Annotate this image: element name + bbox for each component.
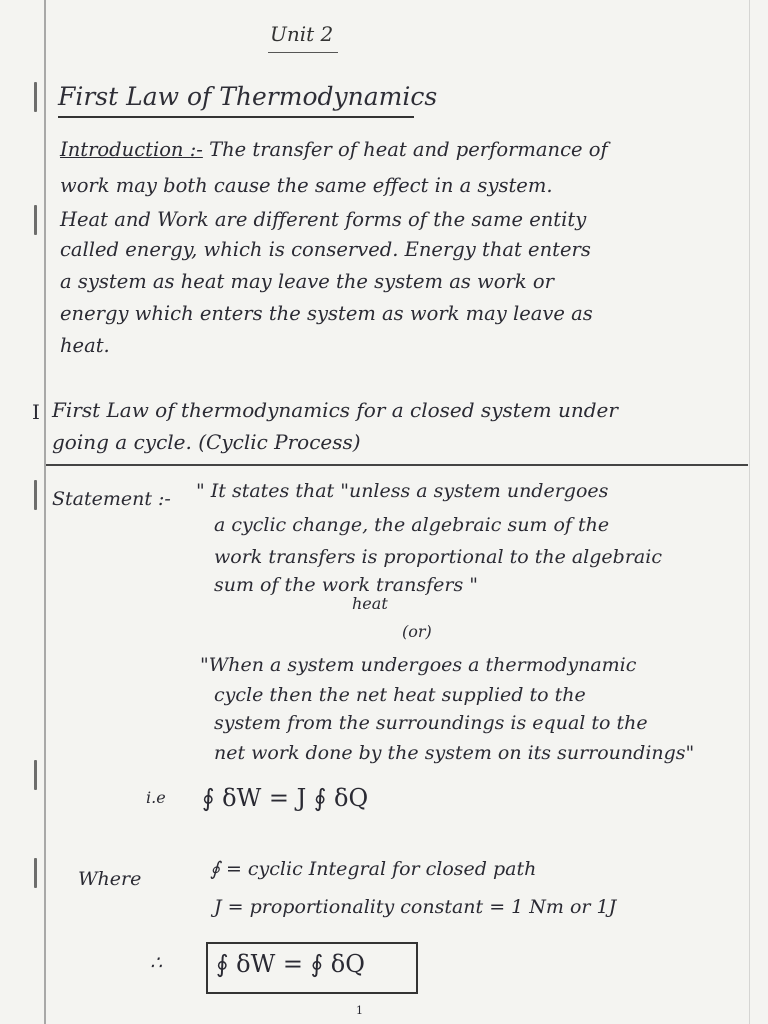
page-title: First Law of Thermodynamics: [58, 82, 438, 111]
statement-alt-line: system from the surroundings is equal to the: [214, 712, 648, 734]
page-edge: [749, 0, 750, 1024]
statement-label: Statement :-: [52, 488, 171, 510]
intro-line: energy which enters the system as work may leave as: [60, 302, 593, 325]
statement-alt-line: net work done by the system on its surroundings": [214, 742, 695, 764]
intro-line: work may both cause the same effect in a system.: [60, 174, 553, 197]
page-number: 1: [356, 1004, 363, 1017]
statement-line: work transfers is proportional to the algebraic: [214, 546, 662, 568]
unit-heading: Unit 2: [270, 22, 334, 46]
where-definition: ∮ = cyclic Integral for closed path: [210, 858, 537, 880]
intro-text: The transfer of heat and performance of: [209, 138, 608, 161]
margin-line: [44, 0, 46, 1024]
intro-line: heat.: [60, 334, 110, 357]
statement-correction: heat: [352, 594, 388, 613]
or-separator: (or): [402, 622, 432, 641]
margin-mark: [34, 760, 37, 790]
where-definition: J = proportionality constant = 1 Nm or 1J: [214, 896, 617, 918]
ie-label: i.e: [146, 788, 166, 807]
section-heading-line: First Law of thermodynamics for a closed system under: [52, 398, 618, 422]
margin-mark: [34, 858, 37, 888]
statement-line: sum of the work transfers ": [214, 574, 478, 596]
intro-label: Introduction :-: [60, 138, 203, 161]
intro-line: [60, 140, 608, 160]
intro-line: called energy, which is conserved. Energy that enters: [60, 238, 591, 261]
section-heading-line: going a cycle. (Cyclic Process): [52, 430, 361, 454]
where-label: Where: [78, 868, 142, 890]
result-equation: ∮ δW = ∮ δQ: [216, 950, 365, 978]
intro-line: a system as heat may leave the system as work or: [60, 270, 554, 293]
section-numeral: I: [32, 400, 40, 424]
margin-mark: [34, 82, 37, 112]
statement-alt-line: "When a system undergoes a thermodynamic: [200, 654, 637, 676]
divider-rule: [46, 464, 748, 466]
therefore-symbol: ∴: [150, 952, 163, 974]
statement-line: a cyclic change, the algebraic sum of the: [214, 514, 610, 536]
intro-line: Heat and Work are different forms of the same entity: [60, 208, 587, 231]
statement-alt-line: cycle then the net heat supplied to the: [214, 684, 586, 706]
margin-mark: [34, 205, 37, 235]
title-underline: [58, 116, 414, 118]
cyclic-equation: ∮ δW = J ∮ δQ: [202, 784, 369, 812]
unit-underline: [268, 52, 338, 53]
statement-line: " It states that "unless a system undergoes: [196, 480, 609, 502]
margin-mark: [34, 480, 37, 510]
